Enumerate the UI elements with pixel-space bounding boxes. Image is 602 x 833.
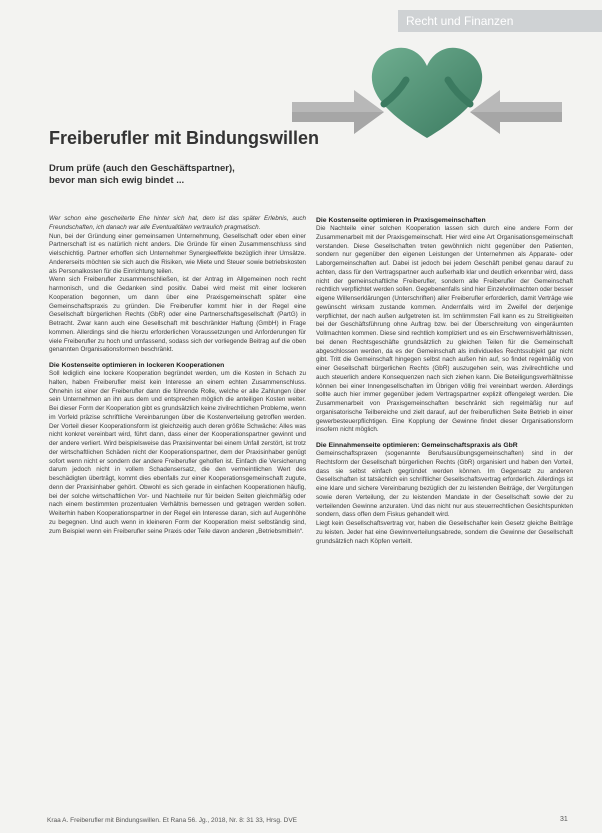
right-column xyxy=(316,216,573,546)
paragraph: Liegt kein Gesellschaftsvertrag vor, haben die Gesellschafter kein Gesetz gleiche Beiträge zu leisten. Jeder hat eine Gewinnverteilungsabrede, sondern die Gewinne der Gesellschaft grundsätzlich nach Köpfen verteilt. xyxy=(316,520,573,545)
section-tag: Recht und Finanzen xyxy=(398,10,602,32)
section-heading: Die Einnahmenseite optimieren: Gemeinschaftspraxis als GbR xyxy=(316,442,518,449)
section-heading: Die Kostenseite optimieren in Praxisgemeinschaften xyxy=(316,217,486,224)
section-heading: Die Kostenseite optimieren in lockeren Kooperationen xyxy=(49,362,225,369)
heart-icon xyxy=(372,48,482,138)
paragraph: Soll lediglich eine lockere Kooperation begründet werden, um die Kosten in Schach zu halten, haben Freiberufler meist kein Interesse an einem echten Zusammenschluss. Ohnehin ist einer der Freiberufler dann die führende Rolle, welche er alle Zahlungen über sein Unternehmen an ihn aus dem und entsprechen möglich die anteiligen Kosten weiter. Bei dieser Form der Kooperation gibt es grundsätzlich keine zivilrechtlichen Probleme, wenn im Vorfeld präzise schriftliche Vereinbarungen über die Kostenverteilung getroffen werden. Der Vorteil dieser Kooperationsform ist gleichzeitig auch deren größte Schwäche: Alles was nicht konkret vereinbart wird, führt dann, dass einer der Kooperationspartner gewinnt und der andere verliert. Wird beispielsweise das Praxisinventar bei einem Unfall zerstört, ist trotz der wirtschaftlichen Schäden nicht der Kooperationspartner, dem der Praxisinhaber genügt sofort wenn nicht er sondern der andere Freiberufler geholfen ist. Einfach die Versicherung darum jedoch nicht in vollem Schadensersatz, die den vermeintlichen Wert des beschädigten überträgt, kommt dies ebenfalls zur einer Kooperationsgemeinschaft zugute, denn der Praxisinhaber gehört. Obwohl es sich gerade in einfachen Kooperationen häufig, bei der solche wirtschaftlichen Vor- und Nachteile nur für beiden Seiten gleichmäßig oder nach einem bestimmten prozentualen Verhältnis bemessen und getragen werden sollen. Weiterhin haben Kooperationspartner in der Regel ein Interesse daran, sich auf Augenhöhe zu begegnen. Und auch wenn in kleineren Form der Kooperation meist selbständig sind, zum Beispiel wenn ein Freiberufler seine Praxis oder Teile davon anderen „Betriebsmitteln“. xyxy=(49,370,306,535)
paragraph: Nun, bei der Gründung einer gemeinsamen Unternehmung, Gesellschaft oder eben einer Partnerschaft ist es natürlich nicht anders. Die Gründe für einen Zusammenschluss sind vielschichtig. Partner erhoffen sich Unternehmer Synergieeffekte bezüglich ihrer Umsätze. Andererseits möchten sie sich auch die Risiken, wie Miete und Steuer sowie betriebskosten als Personalkosten für die Einrichtung teilen. xyxy=(49,232,306,275)
citation-footer: Kraa A. Freiberufler mit Bindungswillen. Et Rana 56. Jg., 2018, Nr. 8: 31 33, Hrsg. DVE xyxy=(47,817,298,824)
paragraph: Wenn sich Freiberufler zusammenschließen, ist der Antrag im Allgemeinen noch recht harmonisch, und die Gedanken sind positiv. Dabei wird meist mit einer lockeren Kooperation begonnen, um dann über eine Praxisgemeinschaft später eine Gemeinschaftspraxis zu gründen. Die Freiberufler kommt hier in der Regel eine Gesellschaft bürgerlichen Rechts (GbR) oder eine Partnerschaftsgesellschaft (PartG) in Betracht. Zwar kann auch eine Gesellschaft mit beschränkter Haftung (GmbH) in Frage kommen. Allerdings sind die hierzu erforderlichen Voraussetzungen und Anforderungen für viele Freiberufler zu hoch und umfassend, sodass sich der vorliegende Beitrag auf die oben genannten Organisationsformen beschränkt. xyxy=(49,276,306,354)
heart-arrows-illustration xyxy=(292,42,562,142)
intro-paragraph: Wer schon eine gescheiterte Ehe hinter sich hat, dem ist das später Erlebnis, auch Freundschaften, ich danach war alle Eventualitäten vertraulich pragmatisch. xyxy=(49,215,306,231)
page-number: 31 xyxy=(560,816,568,823)
paragraph: Gemeinschaftspraxen (sogenannte Berufsausübungsgemeinschaften) sind in der Rechtsform der Gesellschaft bürgerlichen Rechts (GbR) organisiert und haben den Vorteil, dass sie selbst einfach gegründet werden können. Im Gegensatz zu anderen Gesellschaften ist tatsächlich ein schriftlicher Gesellschaftsvertrag erforderlich. Allerdings ist eine klare und sichere Vereinbarung bezüglich der zu leistenden Beiträge, der Vergütungen sowie deren Verteilung, der zu leistenden Mandate in der Gesellschaft sowie der zu verteilenden Gewinne anzuraten. Und das nicht nur aus steuerrechtlichen Gesichtspunkten sondern, dass offen dem Fiskus gehandelt wird. xyxy=(316,450,573,519)
subtitle-line: Drum prüfe (auch den Geschäftspartner), xyxy=(49,163,235,174)
paragraph: Die Nachteile einer solchen Kooperation lassen sich durch eine andere Form der Zusammenarbeit mit der Praxisgemeinschaft. Hier wird eine Art Organisationsgemeinschaft verstanden. Diese Gesellschaften treten gewöhnlich nicht gegenüber den Patienten, sondern nur gegenüber den eigenen Leistungen der Unternehmen als Apparate- oder Laborgemeinschaften auf. Dabei ist jedoch bei jedem Geschäft penibel genau darauf zu achten, dass für den Vertragspartner auch außerhalb klar und deutlich erkennbar wird, dass nicht der gemeinschaftliche Freiberufler, sondern alle Freiberufler der Gemeinschaft rechtlich verpflichtet werden sollen. Gegebenenfalls sind hier Einzelvollmachten oder besser eigene Willenserklärungen (Unterschriften) aller Freiberufler erforderlich, damit Verträge wie gewünscht wirksam zustande kommen. Andernfalls wird im Zweifel der derjenige verpflichtet, der nach außen aufgetreten ist. Im schlimmsten Fall kann es zu Streitigkeiten bei der Geschäftsführung ohne Auftrag bzw. bei der Überschreitung von eingeräumten Vollmachten kommen. Diese sind rechtlich kompliziert und es ein Erschwernisverhältnissen, bei denen Rechtsgeschäfte grundsätzlich zu gleichen Teilen für die Gemeinschaft abgeschlossen werden, da es der Gemeinschaft als individuelles Rechtssubjekt gar nicht gibt. Tritt die Gemeinschaft hingegen selbst nach außen hin auf, so findet regelmäßig von einer Gesellschaft bürgerlichen Rechts (GbR) auszugehen sein, was zivilrechtliche und auch steuerlich andere Konsequenzen nach sich ziehen kann. Die Beteiligungsverhältnisse können bei einer Innengesellschaften im Übrigen völlig frei vereinbart werden. Allerdings sollte auch hier immer gegenüber jedem Vertragspartner explizit offengelegt werden. Die Zusammenarbeit von Praxisgemeinschaften beschränkt sich regelmäßig nur auf organisatorische Teilbereiche und zielt darauf, auf der freiberuflichen Seite Betrieb in einer gewerbesteuerpflichtigen. Eine Kopplung der Gewinne findet dieser Organisationsform insofern nicht möglich. xyxy=(316,225,573,434)
left-column xyxy=(49,215,306,536)
article-subtitle xyxy=(49,163,235,187)
article-title: Freiberufler mit Bindungswillen xyxy=(49,128,320,148)
subtitle-line: bevor man sich ewig bindet ... xyxy=(49,175,185,186)
